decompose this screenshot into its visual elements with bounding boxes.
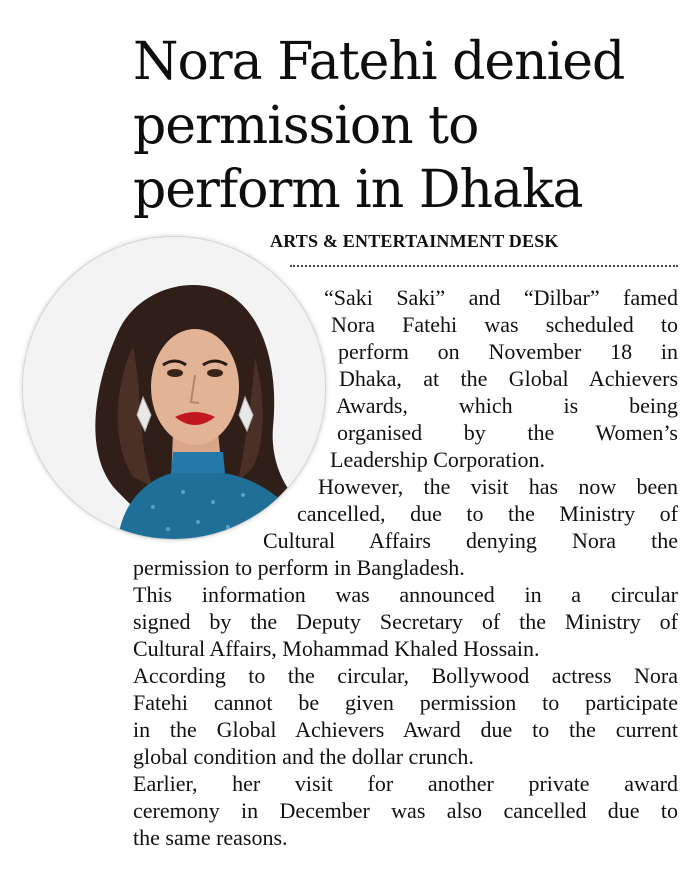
body-line: According to the circular, Bollywood actress Nora [133, 663, 678, 688]
body-line: ceremony in December was also cancelled due to [133, 798, 678, 823]
body-line: global condition and the dollar crunch. [133, 744, 474, 769]
portrait-photo [23, 237, 325, 539]
body-line: Fatehi cannot be given permission to participate [133, 690, 678, 715]
body-line: This information was announced in a circular [133, 582, 678, 607]
body-line: organised by the Women’s [337, 420, 678, 445]
body-line: Awards, which is being [336, 393, 678, 418]
body-line: perform on November 18 in [338, 339, 678, 364]
body-line: permission to perform in Bangladesh. [133, 555, 465, 580]
body-line: in the Global Achievers Award due to the current [133, 717, 678, 742]
byline-desk: ARTS & ENTERTAINMENT DESK [270, 231, 559, 251]
byline-divider [290, 265, 678, 267]
article-headline [133, 30, 673, 222]
body-line: Nora Fatehi was scheduled to [331, 312, 678, 337]
body-line: Leadership Corporation. [330, 447, 546, 472]
body-line: Cultural Affairs denying Nora the [263, 528, 678, 553]
body-line: Cultural Affairs, Mohammad Khaled Hossain. [133, 636, 540, 661]
body-line: However, the visit has now been [318, 474, 678, 499]
headline-line: Nora Fatehi denied [133, 32, 625, 92]
body-line: cancelled, due to the Ministry of [297, 501, 678, 526]
body-line: Earlier, her visit for another private award [133, 771, 678, 796]
body-line: “Saki Saki” and “Dilbar” famed [324, 285, 678, 310]
headline-line: perform in Dhaka [133, 160, 583, 220]
headline-line: permission to [133, 96, 479, 156]
body-line: signed by the Deputy Secretary of the Ministry of [133, 609, 678, 634]
body-line: Dhaka, at the Global Achievers [339, 366, 678, 391]
body-line: the same reasons. [133, 825, 288, 850]
